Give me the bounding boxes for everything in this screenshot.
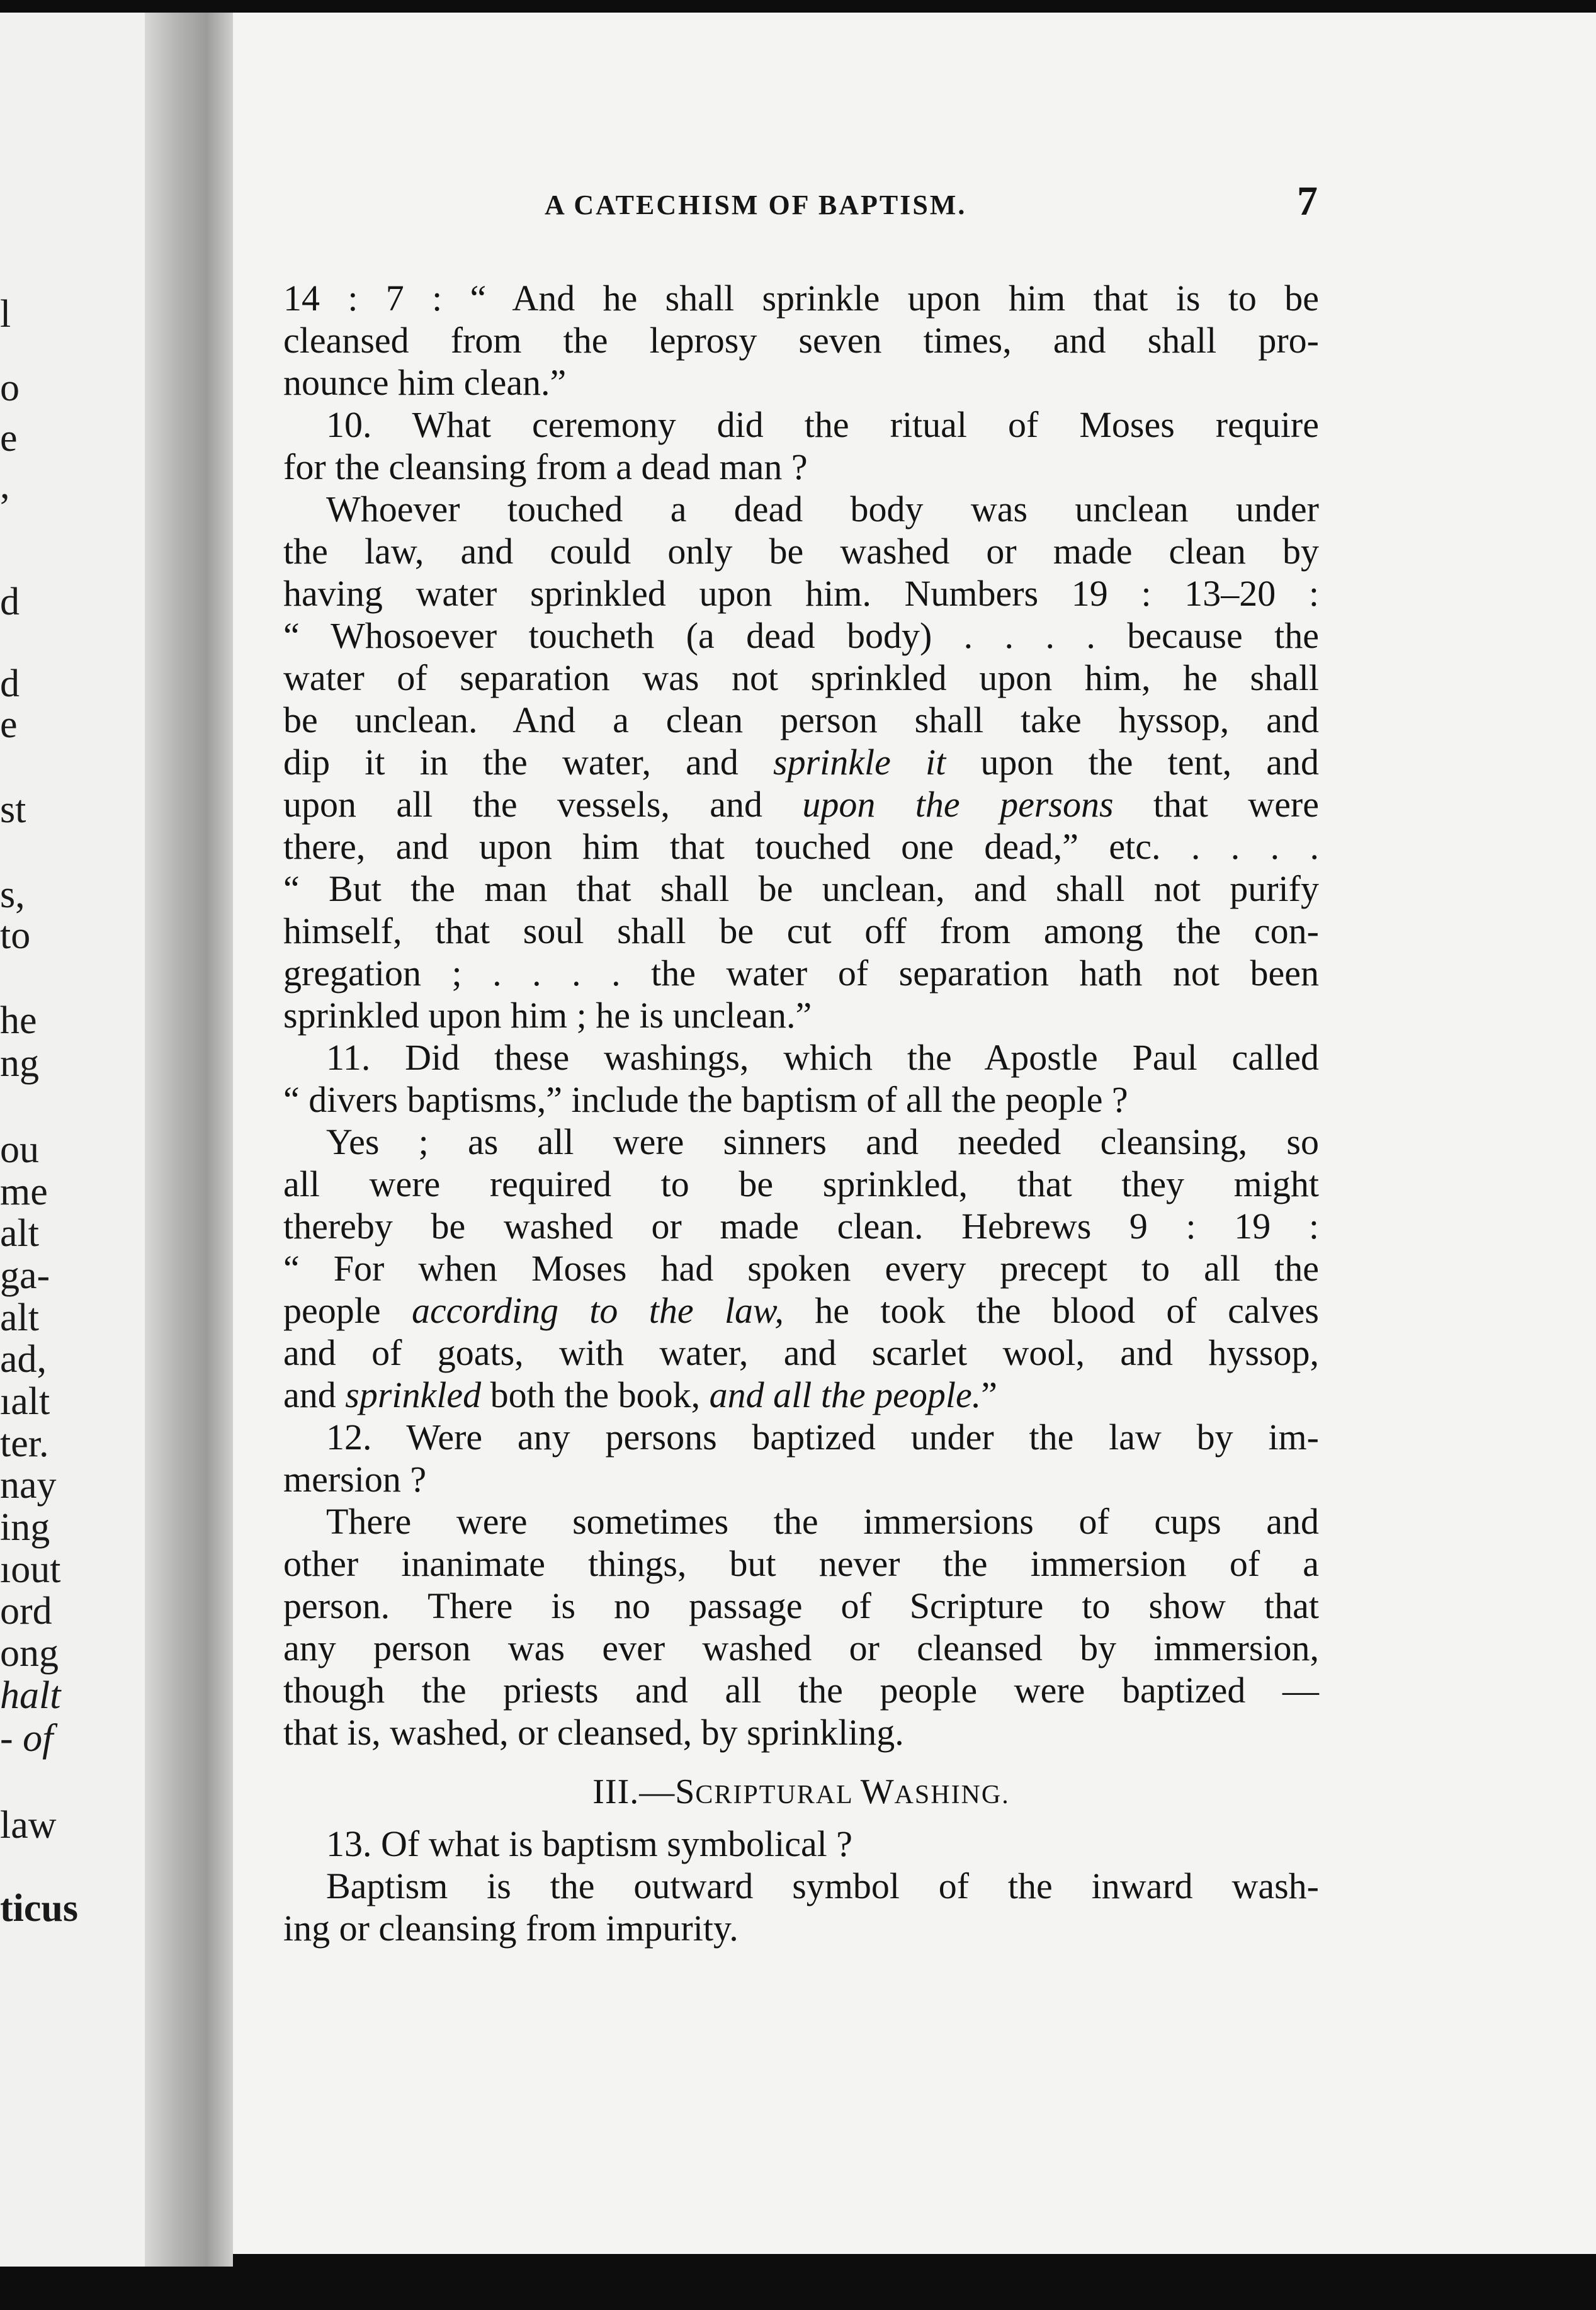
text-line: for the cleansing from a dead man ?: [283, 446, 808, 487]
text-line: cleansed from the leprosy seven times, and shall pro-: [283, 320, 1319, 361]
text-line: other inanimate things, but never the immersion of a: [283, 1543, 1319, 1584]
facing-page-fragment: st: [0, 788, 26, 831]
facing-page-fragment: ad,: [0, 1338, 47, 1381]
text-line: [283, 1374, 1319, 1416]
facing-page-fragment: d: [0, 580, 20, 623]
text-line: sprinkled upon him ; he is unclean.”: [283, 995, 812, 1036]
text-line: himself, that soul shall be cut off from among the con-: [283, 910, 1319, 951]
facing-page-fragment: me: [0, 1170, 48, 1213]
text-segment: both the book,: [481, 1374, 710, 1415]
facing-page-fragment: alt: [0, 1296, 39, 1339]
facing-page-fragment: e: [0, 417, 18, 460]
italic-emphasis: upon the persons: [802, 784, 1114, 825]
text-segment: he took the blood of calves: [783, 1290, 1319, 1331]
answer-12: There were sometimes the immersions of cups and: [326, 1501, 1319, 1542]
running-head: A CATECHISM OF BAPTISM.: [545, 190, 967, 220]
text-segment: dip it in the water, and: [283, 742, 774, 783]
facing-page-fragment: s,: [0, 873, 25, 916]
section-heading: [283, 1771, 1319, 1816]
facing-page-fragment: alt: [0, 1212, 39, 1255]
text-line: “ Whosoever toucheth (a dead body) . . . . because the: [283, 615, 1319, 656]
italic-emphasis: sprinkled: [345, 1374, 482, 1415]
text-line: any person was ever washed or cleansed by immersion,: [283, 1628, 1319, 1668]
heading-small-caps: CRIPTURAL: [695, 1781, 861, 1809]
text-line: person. There is no passage of Scripture to show that: [283, 1585, 1319, 1626]
text-line: be unclean. And a clean person shall take hyssop, and: [283, 699, 1319, 740]
text-line: mersion ?: [283, 1459, 427, 1500]
text-line: that is, washed, or cleansed, by sprinkling.: [283, 1712, 904, 1753]
text-line: [283, 783, 1319, 825]
text-segment: upon all the vessels, and: [283, 784, 803, 825]
facing-page-fragment: ,: [0, 464, 10, 507]
facing-page-fragment: - of: [0, 1717, 54, 1760]
facing-page-fragment: ng: [0, 1042, 39, 1085]
text-line: “ For when Moses had spoken every precept to all the: [283, 1248, 1319, 1289]
facing-page-fragment: ong: [0, 1632, 59, 1675]
facing-page-fragment: he: [0, 999, 37, 1042]
text-line: [283, 1289, 1319, 1332]
text-line: having water sprinkled upon him. Numbers 19 : 13–20 :: [283, 573, 1319, 614]
question-11: 11. Did these washings, which the Apostle Paul called: [326, 1037, 1319, 1078]
heading-initial: S: [675, 1772, 696, 1811]
facing-page-fragment: ing: [0, 1506, 50, 1549]
text-line: the law, and could only be washed or made clean by: [283, 531, 1319, 572]
facing-page-fragment: ıalt: [0, 1380, 50, 1423]
heading-number: III.—: [592, 1772, 676, 1811]
facing-page-fragment: nay: [0, 1464, 57, 1507]
heading-initial: W: [860, 1772, 895, 1811]
text-line: and of goats, with water, and scarlet wool, and hyssop,: [283, 1332, 1319, 1373]
book-gutter: [145, 13, 233, 2267]
text-line: ing or cleansing from impurity.: [283, 1908, 739, 1949]
text-line: gregation ; . . . . the water of separation hath not been: [283, 953, 1319, 994]
facing-page-fragment: ıout: [0, 1548, 61, 1591]
text-segment: that were: [1113, 784, 1319, 825]
question-12: 12. Were any persons baptized under the law by im-: [326, 1417, 1319, 1458]
question-10: 10. What ceremony did the ritual of Moses require: [326, 404, 1319, 445]
italic-emphasis: sprinkle it: [773, 742, 946, 783]
facing-page-fragment: halt: [0, 1674, 61, 1717]
italic-emphasis: and all the people.: [709, 1374, 982, 1415]
text-line: nounce him clean.”: [283, 362, 567, 403]
text-line: [283, 741, 1319, 783]
facing-page-fragment: o: [0, 366, 20, 409]
text-segment: upon the tent, and: [946, 742, 1319, 783]
facing-page-fragment: ticus: [0, 1887, 78, 1930]
text-line: all were required to be sprinkled, that they might: [283, 1163, 1319, 1204]
facing-page-fragment: l: [0, 293, 11, 336]
text-line: 14 : 7 : “ And he shall sprinkle upon him that is to be: [283, 278, 1319, 319]
facing-page-fragment: to: [0, 914, 31, 957]
facing-page-fragment: ord: [0, 1590, 52, 1633]
text-line: thereby be washed or made clean. Hebrews 9 : 19 :: [283, 1206, 1319, 1247]
text-line: there, and upon him that touched one dead,” etc. . . . .: [283, 826, 1319, 867]
facing-page-fragment: ga-: [0, 1254, 50, 1297]
facing-page-fragment: d: [0, 662, 20, 705]
text-line: water of separation was not sprinkled upon him, he shall: [283, 657, 1319, 698]
text-line: “ But the man that shall be unclean, and shall not purify: [283, 868, 1319, 909]
text-segment: ”: [981, 1374, 998, 1415]
answer-11: Yes ; as all were sinners and needed cleansing, so: [326, 1121, 1319, 1162]
answer-10: Whoever touched a dead body was unclean under: [326, 489, 1319, 529]
text-line: though the priests and all the people were baptized —: [283, 1670, 1319, 1711]
page-number: 7: [1297, 178, 1318, 224]
facing-page-fragment: ou: [0, 1128, 39, 1171]
italic-emphasis: according to the law,: [411, 1290, 784, 1331]
text-segment: and: [283, 1374, 346, 1415]
heading-small-caps: ASHING.: [894, 1781, 1010, 1809]
facing-page-fragment: law: [0, 1804, 57, 1847]
text-line: “ divers baptisms,” include the baptism of all the people ?: [283, 1079, 1128, 1120]
page-body: [283, 277, 1319, 1949]
answer-13: Baptism is the outward symbol of the inward wash-: [326, 1866, 1319, 1906]
facing-page-fragment: e: [0, 703, 18, 746]
question-13: 13. Of what is baptism symbolical ?: [326, 1823, 853, 1864]
text-segment: people: [283, 1290, 412, 1331]
facing-page-fragment: ter.: [0, 1422, 49, 1465]
